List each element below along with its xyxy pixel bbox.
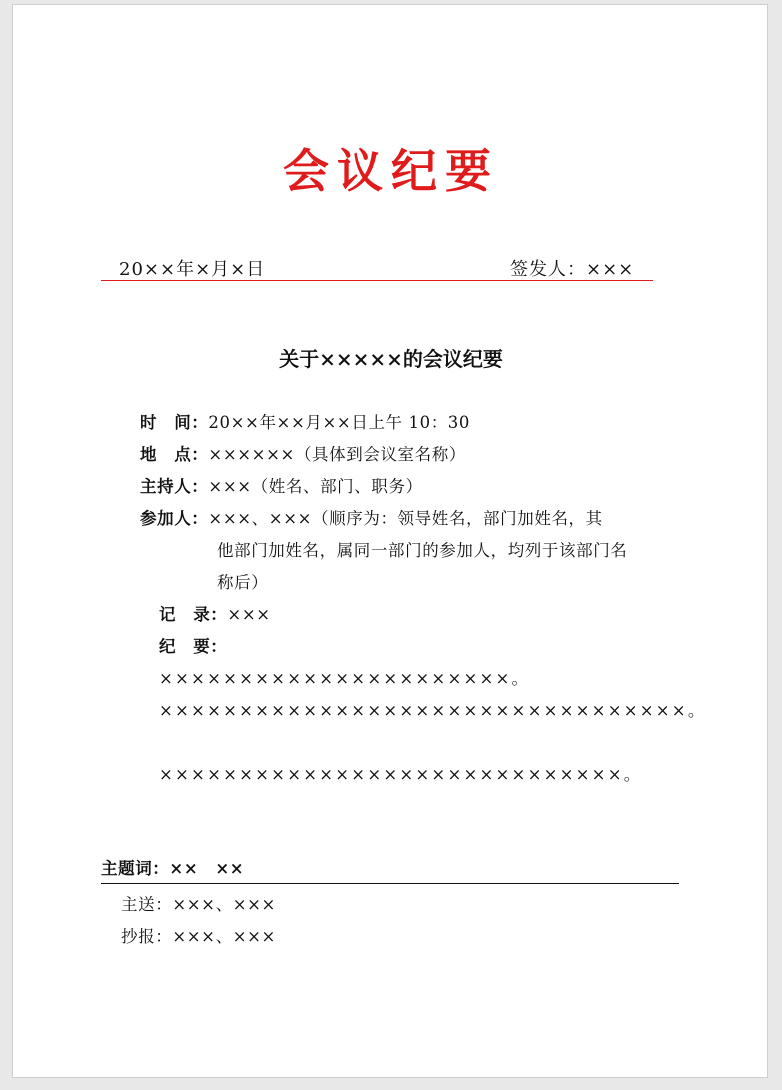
keywords-rule [101,883,679,884]
keywords-label: 主题词： [101,859,170,878]
keywords [101,853,244,885]
recorder-label: 记 录： [159,605,228,624]
place-label: 地 点： [140,445,209,464]
field-time [140,407,470,439]
attendees-line-3: 称后） [217,573,269,592]
issuer [510,255,634,281]
cc-value: ×××、××× [172,927,276,946]
send-to-value: ×××、××× [172,895,276,914]
field-recorder [159,599,271,631]
document-subtitle: 关于×××××的会议纪要 [279,347,503,371]
issuer-value: ××× [586,259,635,280]
send-to-label: 主送： [121,895,173,914]
field-host [140,471,423,503]
host-value: ×××（姓名、部门、职务） [208,477,423,496]
summary-paragraph-3: ×××××××××××××××××××××××××××××。 [159,765,643,784]
attendees-line-1: ×××、×××（顺序为：领导姓名，部门加姓名，其 [208,509,603,528]
summary-paragraph-1: ××××××××××××××××××××××。 [159,669,531,688]
time-value: 20××年××月××日上午 10：30 [208,413,470,432]
attendees-label: 参加人： [140,509,209,528]
time-label: 时 间： [140,413,209,432]
field-attendees [140,503,603,535]
document-page [12,4,768,1078]
attendees-line-2: 他部门加姓名，属同一部门的参加人，均列于该部门名 [217,541,628,560]
summary-paragraph-2: ×××××××××××××××××××××××××××××××××。 [159,701,707,720]
recorder-value: ××× [227,605,271,624]
field-place [140,439,466,471]
place-value: ××××××（具体到会议室名称） [208,445,466,464]
keywords-value: ×× ×× [169,859,245,878]
issuer-label: 签发人： [510,259,586,280]
masthead-red-rule [101,280,653,281]
host-label: 主持人： [140,477,209,496]
cc-label: 抄报： [121,927,173,946]
masthead-title: 会议纪要 [283,144,499,198]
issue-date: 20××年×月×日 [119,259,266,280]
send-to [121,889,276,921]
summary-label: 纪 要： [159,637,228,656]
field-summary [159,631,227,663]
cc [121,921,276,953]
